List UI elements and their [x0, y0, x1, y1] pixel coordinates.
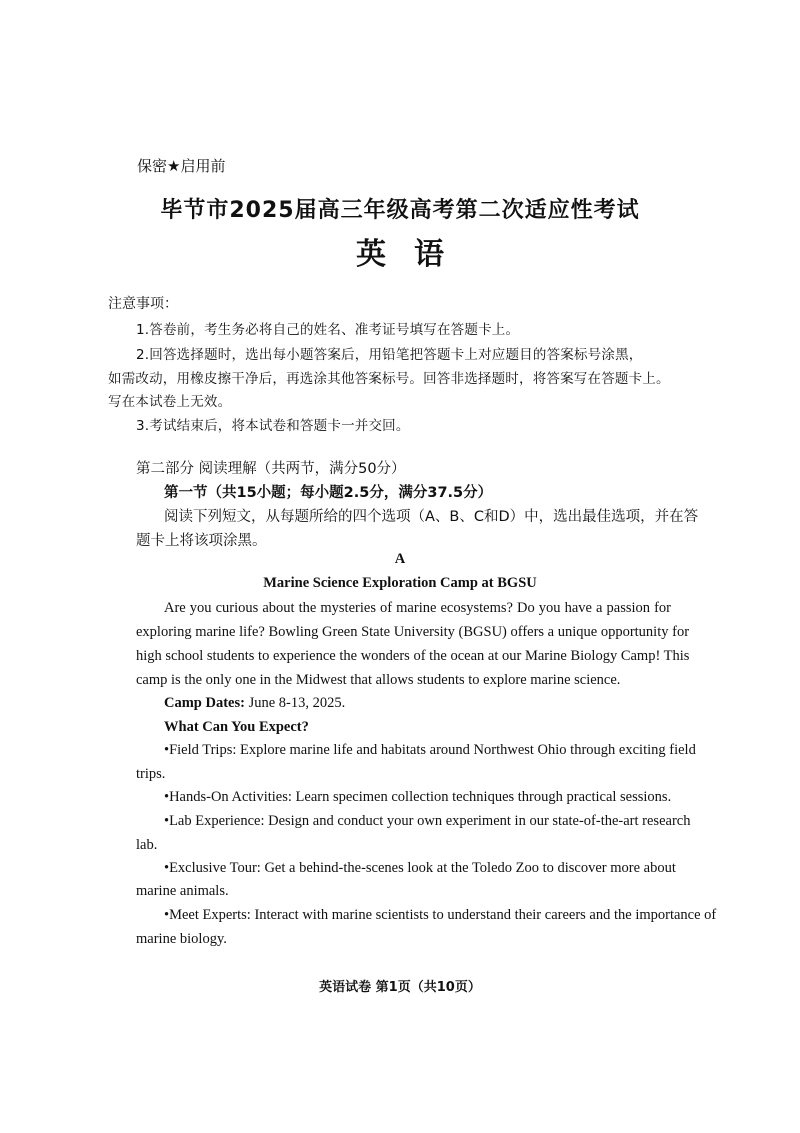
intro-line-4: camp is the only one in the Midwest that allows students to explore marine science.: [136, 672, 621, 688]
notice-item-2-line-3: 写在本试卷上无效。: [108, 394, 232, 410]
bullet-tour-line-2: marine animals.: [136, 883, 229, 899]
section-heading: 第一节（共15小题；每小题2.5分，满分37.5分）: [164, 485, 493, 501]
confidential-label: 保密★启用前: [137, 157, 226, 175]
bullet-field-trips-line-1: •Field Trips: Explore marine life and habitats around Northwest Ohio through exciting field: [164, 742, 696, 758]
camp-dates-value: June 8-13, 2025.: [244, 695, 346, 711]
instruction-line-1: 阅读下列短文，从每题所给的四个选项（A、B、C和D）中，选出最佳选项，并在答: [164, 509, 699, 525]
notice-item-2-line-1: 2.回答选择题时，选出每小题答案后，用铅笔把答题卡上对应题目的答案标号涂黑，: [136, 347, 643, 363]
bullet-experts-line-1: •Meet Experts: Interact with marine scientists to understand their careers and the importance of: [164, 907, 717, 923]
bullet-lab-line-1: •Lab Experience: Design and conduct your own experiment in our state-of-the-art research: [164, 813, 691, 829]
bullet-experts-line-2: marine biology.: [136, 931, 227, 947]
page-footer: 英语试卷 第1页（共10页）: [319, 980, 481, 995]
notice-item-3: 3.考试结束后，将本试卷和答题卡一并交回。: [136, 418, 410, 434]
bullet-hands-on: •Hands-On Activities: Learn specimen collection techniques through practical sessions.: [164, 789, 672, 805]
bullet-lab-line-2: lab.: [136, 837, 158, 853]
exam-title: 毕节市2025届高三年级高考第二次适应性考试: [160, 198, 640, 223]
camp-dates-label: Camp Dates:: [164, 695, 245, 711]
notice-item-1: 1.答卷前，考生务必将自己的姓名、准考证号填写在答题卡上。: [136, 322, 520, 338]
notice-item-2-line-2: 如需改动，用橡皮擦干净后，再选涂其他答案标号。回答非选择题时，将答案写在答题卡上。: [108, 371, 670, 387]
expect-heading: What Can You Expect?: [164, 719, 309, 735]
instruction-line-2: 题卡上将该项涂黑。: [136, 533, 267, 549]
bullet-field-trips-line-2: trips.: [136, 766, 166, 782]
camp-dates: [164, 695, 345, 712]
intro-line-2: exploring marine life? Bowling Green State University (BGSU) offers a unique opportunity for: [136, 624, 690, 640]
intro-line-3: high school students to experience the wonders of the ocean at our Marine Biology Camp! This: [136, 648, 690, 664]
bullet-tour-line-1: •Exclusive Tour: Get a behind-the-scenes look at the Toledo Zoo to discover more about: [164, 860, 676, 876]
notice-heading: 注意事项：: [108, 296, 178, 312]
passage-title: Marine Science Exploration Camp at BGSU: [263, 575, 537, 591]
part-heading: 第二部分 阅读理解（共两节，满分50分）: [136, 461, 406, 477]
passage-letter: A: [394, 551, 406, 567]
intro-line-1: Are you curious about the mysteries of marine ecosystems? Do you have a passion for: [164, 600, 671, 616]
subject-title: 英语: [356, 237, 472, 272]
